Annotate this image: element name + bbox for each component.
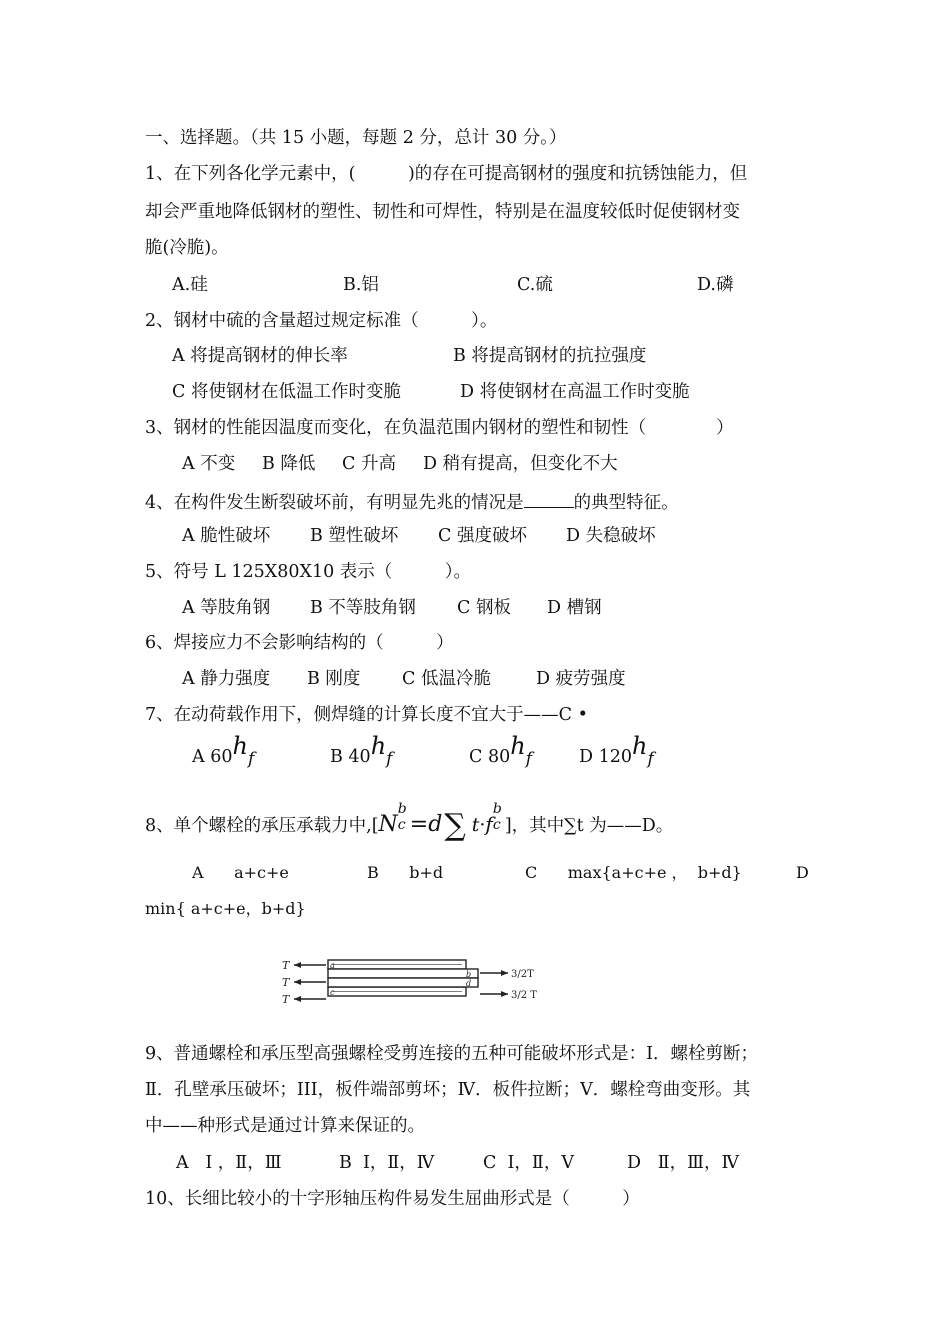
q6-option-c: C 低温冷脆 bbox=[402, 669, 491, 689]
q8-formula bbox=[378, 801, 505, 843]
q9-line-3: 中——种形式是通过计算来保证的。 bbox=[145, 1116, 425, 1136]
q8-stem-end: ]，其中∑t 为——D。 bbox=[504, 816, 674, 836]
formula-d: d bbox=[428, 812, 443, 837]
q8-stem bbox=[145, 801, 674, 843]
q8-option-a: A a+c+e bbox=[192, 863, 289, 882]
q9-line-1: 9、普通螺栓和承压型高强螺栓受剪连接的五种可能破坏形式是：I．螺栓剪断； bbox=[145, 1044, 759, 1064]
q3-option-d: D 稍有提高，但变化不大 bbox=[423, 454, 618, 474]
label-a: a bbox=[330, 961, 335, 970]
label-d: d bbox=[466, 979, 472, 988]
q7-stem: 7、在动荷载作用下，侧焊缝的计算长度不宜大于——C • bbox=[145, 705, 588, 725]
q1-option-d: D.磷 bbox=[697, 275, 734, 295]
q4-stem bbox=[145, 489, 679, 515]
q5-option-a: A 等肢角钢 bbox=[182, 598, 271, 618]
q8-option-d-cont: min{ a+c+e，b+d} bbox=[145, 899, 306, 918]
q4-option-a: A 脆性破坏 bbox=[182, 526, 271, 546]
q1-line-2: 却会严重地降低钢材的塑性、韧性和可焊性，特别是在温度较低时促使钢材变 bbox=[145, 202, 740, 222]
section-title: 一、选择题。（共 15 小题，每题 2 分，总计 30 分。） bbox=[145, 128, 567, 148]
formula-f-sub: c bbox=[492, 817, 501, 833]
q5-option-b: B 不等肢角钢 bbox=[310, 598, 416, 618]
formula-f-sup: b bbox=[492, 801, 502, 817]
q9-line-2: Ⅱ．孔壁承压破坏；III，板件端部剪坏；Ⅳ．板件拉断；V．螺栓弯曲变形。其 bbox=[145, 1080, 751, 1100]
q7-option-d-var: h bbox=[632, 732, 648, 760]
formula-t: t bbox=[471, 814, 480, 836]
q4-stem-start: 4、在构件发生断裂破坏前，有明显先兆的情况是 bbox=[145, 493, 524, 513]
q2-option-a: A 将提高钢材的伸长率 bbox=[172, 346, 348, 366]
q8-option-b: B b+d bbox=[367, 863, 444, 882]
q8-option-c: C max{a+c+e ， b+d} bbox=[525, 863, 742, 882]
q4-option-d: D 失稳破坏 bbox=[566, 526, 656, 546]
q7-option-a-sub: f bbox=[247, 749, 255, 769]
q8-option-d: D bbox=[796, 863, 809, 882]
q2-option-c: C 将使钢材在低温工作时变脆 bbox=[172, 382, 401, 402]
formula-eq: = bbox=[409, 812, 429, 837]
q7-option-a-prefix: A 60 bbox=[192, 747, 233, 767]
q7-option-d-prefix: D 120 bbox=[579, 747, 632, 767]
formula-N-sup: b bbox=[397, 801, 407, 817]
q1-line-3: 脆(冷脆)。 bbox=[145, 238, 229, 258]
q8-stem-start: 8、单个螺栓的承压承载力中,[ bbox=[145, 816, 379, 836]
formula-sum: ∑ bbox=[444, 808, 466, 843]
label-c: c bbox=[330, 988, 335, 997]
q6-stem: 6、焊接应力不会影响结构的（ ） bbox=[145, 633, 454, 653]
q7-option-c-prefix: C 80 bbox=[469, 747, 511, 767]
q3-option-a: A 不变 bbox=[182, 454, 236, 474]
label-3-2T-1: 3/2T bbox=[511, 969, 534, 980]
formula-N: N bbox=[378, 812, 398, 837]
q4-blank bbox=[524, 489, 574, 508]
q1-option-b: B.铝 bbox=[343, 275, 379, 295]
formula-N-sub: c bbox=[397, 817, 406, 833]
label-3-2T-2: 3/2 T bbox=[511, 990, 537, 1001]
q7-option-d-sub: f bbox=[647, 749, 654, 769]
q7-option-d bbox=[579, 732, 654, 769]
q3-option-c: C 升高 bbox=[342, 454, 396, 474]
q7-option-a bbox=[192, 732, 255, 769]
q4-stem-end: 的典型特征。 bbox=[573, 493, 679, 513]
q5-stem: 5、符号 L 125X80X10 表示（ ）。 bbox=[145, 562, 472, 582]
q7-option-b-sub: f bbox=[386, 749, 393, 769]
label-T-1: T bbox=[282, 959, 290, 972]
q10-stem: 10、长细比较小的十字形轴压构件易发生屈曲形式是（ ） bbox=[145, 1189, 640, 1209]
q4-option-c: C 强度破坏 bbox=[438, 526, 527, 546]
q7-option-b bbox=[330, 732, 393, 769]
q5-option-c: C 钢板 bbox=[457, 598, 511, 618]
q3-option-b: B 降低 bbox=[262, 454, 316, 474]
q6-option-a: A 静力强度 bbox=[182, 669, 271, 689]
q9-option-d: D Ⅱ，Ⅲ，Ⅳ bbox=[627, 1153, 739, 1173]
q2-option-d: D 将使钢材在高温工作时变脆 bbox=[460, 382, 690, 402]
q3-stem: 3、钢材的性能因温度而变化，在负温范围内钢材的塑性和韧性（ ） bbox=[145, 418, 734, 438]
bolted-plates-figure bbox=[280, 955, 540, 1011]
q6-option-b: B 刚度 bbox=[307, 669, 361, 689]
q1-option-c: C.硫 bbox=[517, 275, 553, 295]
q7-option-c-var: h bbox=[510, 732, 526, 760]
q7-option-b-var: h bbox=[370, 732, 387, 760]
q7-option-a-var: h bbox=[232, 732, 248, 760]
label-T-3: T bbox=[282, 993, 290, 1006]
q2-option-b: B 将提高钢材的抗拉强度 bbox=[453, 346, 647, 366]
q4-option-b: B 塑性破坏 bbox=[310, 526, 399, 546]
q1-option-a: A.硅 bbox=[172, 275, 208, 295]
q7-option-c bbox=[469, 732, 532, 769]
q6-option-d: D 疲劳强度 bbox=[536, 669, 626, 689]
plate-d bbox=[328, 978, 478, 987]
q7-option-b-prefix: B 40 bbox=[330, 747, 371, 767]
q9-option-c: C Ⅰ，Ⅱ，Ⅴ bbox=[483, 1153, 574, 1173]
q1-line-1: 1、在下列各化学元素中，( )的存在可提高钢材的强度和抗锈蚀能力，但 bbox=[145, 164, 748, 184]
formula-f: f bbox=[485, 812, 493, 836]
label-T-2: T bbox=[282, 976, 290, 989]
q7-option-c-sub: f bbox=[525, 749, 532, 769]
q2-stem: 2、钢材中硫的含量超过规定标准（ ）。 bbox=[145, 311, 498, 331]
q5-option-d: D 槽钢 bbox=[547, 598, 602, 618]
q9-option-a: A Ⅰ ，Ⅱ，Ⅲ bbox=[176, 1153, 282, 1173]
label-b: b bbox=[466, 970, 472, 979]
q9-option-b: B Ⅰ，Ⅱ，Ⅳ bbox=[339, 1153, 435, 1173]
formula-dot: · bbox=[479, 814, 486, 836]
plate-b bbox=[328, 969, 478, 978]
